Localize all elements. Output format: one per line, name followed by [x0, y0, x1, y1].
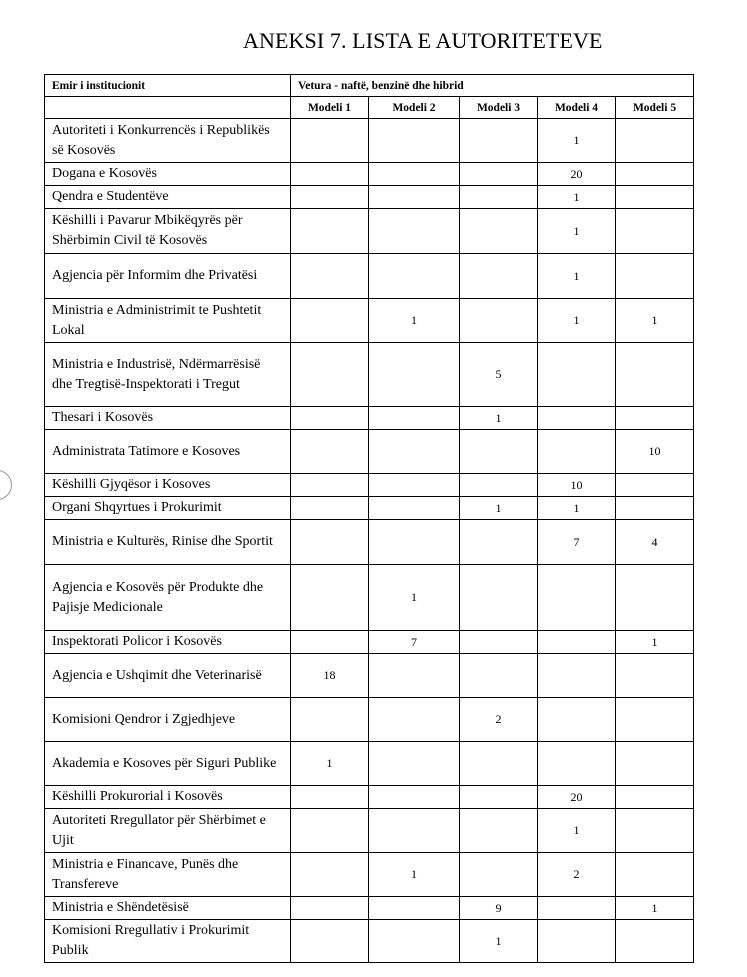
model-5-count: 10 [616, 430, 694, 474]
model-2-count [369, 809, 460, 853]
model-3-count: 5 [460, 343, 538, 407]
institution-name: Ministria e Shëndetësisë [45, 897, 291, 920]
model-1-count [291, 920, 369, 963]
model-4-count [538, 343, 616, 407]
institution-name: Administrata Tatimore e Kosoves [45, 430, 291, 474]
institution-name: Dogana e Kosovës [45, 163, 291, 186]
table-row [45, 786, 694, 809]
model-2-count [369, 897, 460, 920]
model-4-count: 7 [538, 520, 616, 565]
page-title: ANEKSI 7. LISTA E AUTORITETEVE [243, 28, 603, 53]
table-row [45, 698, 694, 742]
model-4-count: 1 [538, 186, 616, 209]
institution-name: Akademia e Kosoves për Siguri Publike [45, 742, 291, 786]
table-row [45, 474, 694, 497]
model-2-count [369, 186, 460, 209]
institution-name: Agjencia e Ushqimit dhe Veterinarisë [45, 654, 291, 698]
table-row [45, 920, 694, 963]
model-header-1: Modeli 1 [291, 97, 369, 119]
model-4-count [538, 654, 616, 698]
model-4-count [538, 430, 616, 474]
model-5-count [616, 698, 694, 742]
model-4-count [538, 565, 616, 631]
table-row [45, 186, 694, 209]
model-4-count: 1 [538, 299, 616, 343]
model-3-count [460, 565, 538, 631]
model-5-count [616, 654, 694, 698]
model-3-count [460, 119, 538, 163]
model-2-count: 1 [369, 853, 460, 897]
model-5-count [616, 853, 694, 897]
institution-name: Ministria e Kulturës, Rinise dhe Sportit [45, 520, 291, 565]
table-row [45, 520, 694, 565]
model-1-count [291, 407, 369, 430]
model-3-count [460, 742, 538, 786]
model-header-2: Modeli 2 [369, 97, 460, 119]
model-2-count [369, 497, 460, 520]
model-4-count: 1 [538, 119, 616, 163]
model-3-count [460, 654, 538, 698]
table-row [45, 897, 694, 920]
institution-name: Organi Shqyrtues i Prokurimit [45, 497, 291, 520]
table-row [45, 497, 694, 520]
model-4-count: 20 [538, 786, 616, 809]
institution-name: Thesari i Kosovës [45, 407, 291, 430]
model-5-count [616, 119, 694, 163]
model-1-count [291, 786, 369, 809]
model-2-count [369, 430, 460, 474]
model-3-count [460, 809, 538, 853]
model-3-count [460, 631, 538, 654]
authorities-table [44, 74, 694, 963]
model-4-count: 1 [538, 209, 616, 254]
model-2-count [369, 520, 460, 565]
model-5-count [616, 209, 694, 254]
model-4-count [538, 920, 616, 963]
institution-name: Agjencia e Kosovës për Produkte dhe Pajisje Medicionale [45, 565, 291, 631]
table-row [45, 299, 694, 343]
table-row [45, 119, 694, 163]
model-4-count: 1 [538, 809, 616, 853]
model-5-count [616, 407, 694, 430]
vehicle-group-header: Vetura - naftë, benzinë dhe hibrid [291, 75, 694, 97]
model-header-4: Modeli 4 [538, 97, 616, 119]
model-4-count [538, 897, 616, 920]
institution-name: Këshilli Gjyqësor i Kosoves [45, 474, 291, 497]
table-row [45, 742, 694, 786]
model-1-count [291, 343, 369, 407]
model-5-count [616, 565, 694, 631]
model-5-count: 1 [616, 631, 694, 654]
model-3-count [460, 520, 538, 565]
institution-name: Ministria e Industrisë, Ndërmarrësisë dhe Tregtisë-Inspektorati i Tregut [45, 343, 291, 407]
model-4-count: 10 [538, 474, 616, 497]
table-row [45, 343, 694, 407]
model-1-count [291, 520, 369, 565]
model-5-count [616, 920, 694, 963]
model-2-count [369, 163, 460, 186]
model-5-count [616, 186, 694, 209]
model-3-count [460, 254, 538, 299]
model-4-count [538, 698, 616, 742]
table-row [45, 809, 694, 853]
model-1-count [291, 853, 369, 897]
model-2-count: 1 [369, 565, 460, 631]
model-2-count [369, 786, 460, 809]
table-row [45, 163, 694, 186]
model-2-count [369, 119, 460, 163]
institution-name: Qendra e Studentëve [45, 186, 291, 209]
model-2-count: 7 [369, 631, 460, 654]
model-4-count: 1 [538, 497, 616, 520]
model-1-count [291, 698, 369, 742]
model-4-count: 20 [538, 163, 616, 186]
model-2-count [369, 407, 460, 430]
model-3-count [460, 163, 538, 186]
model-3-count: 1 [460, 407, 538, 430]
model-2-count [369, 698, 460, 742]
model-2-count [369, 474, 460, 497]
table-row [45, 631, 694, 654]
institution-name: Komisioni Rregullativ i Prokurimit Publik [45, 920, 291, 963]
institution-name: Inspektorati Policor i Kosovës [45, 631, 291, 654]
model-2-count [369, 654, 460, 698]
institution-name: Komisioni Qendror i Zgjedhjeve [45, 698, 291, 742]
table-row [45, 654, 694, 698]
model-1-count [291, 565, 369, 631]
model-5-count: 1 [616, 897, 694, 920]
model-1-count [291, 119, 369, 163]
table-row [45, 853, 694, 897]
model-3-count: 9 [460, 897, 538, 920]
table-row [45, 565, 694, 631]
model-1-count [291, 254, 369, 299]
model-header-5: Modeli 5 [616, 97, 694, 119]
model-1-count: 18 [291, 654, 369, 698]
model-3-count: 2 [460, 698, 538, 742]
institution-name: Autoriteti Rregullator për Shërbimet e Ujit [45, 809, 291, 853]
institution-name: Këshilli Prokurorial i Kosovës [45, 786, 291, 809]
institution-column-header: Emir i institucionit [45, 75, 291, 97]
model-header-3: Modeli 3 [460, 97, 538, 119]
model-5-count: 4 [616, 520, 694, 565]
model-2-count [369, 742, 460, 786]
model-3-count [460, 474, 538, 497]
model-1-count [291, 631, 369, 654]
model-3-count: 1 [460, 497, 538, 520]
model-2-count [369, 920, 460, 963]
model-4-count [538, 631, 616, 654]
institution-name: Këshilli i Pavarur Mbikëqyrës për Shërbimin Civil të Kosovës [45, 209, 291, 254]
table-row [45, 209, 694, 254]
model-5-count [616, 163, 694, 186]
model-1-count [291, 299, 369, 343]
model-1-count [291, 897, 369, 920]
model-2-count: 1 [369, 299, 460, 343]
model-5-count: 1 [616, 299, 694, 343]
model-4-count: 2 [538, 853, 616, 897]
table-row [45, 407, 694, 430]
model-5-count [616, 474, 694, 497]
model-2-count [369, 343, 460, 407]
model-2-count [369, 254, 460, 299]
table-row [45, 430, 694, 474]
model-5-count [616, 742, 694, 786]
model-5-count [616, 786, 694, 809]
model-1-count [291, 430, 369, 474]
model-5-count [616, 343, 694, 407]
model-5-count [616, 254, 694, 299]
model-4-count: 1 [538, 254, 616, 299]
model-3-count [460, 430, 538, 474]
model-3-count [460, 786, 538, 809]
model-3-count [460, 299, 538, 343]
table-row [45, 254, 694, 299]
model-1-count [291, 809, 369, 853]
empty-header-cell [45, 97, 291, 119]
model-3-count [460, 853, 538, 897]
model-1-count [291, 186, 369, 209]
model-1-count [291, 497, 369, 520]
model-4-count [538, 742, 616, 786]
model-1-count [291, 163, 369, 186]
table-body [45, 119, 694, 963]
scroll-handle[interactable] [0, 470, 12, 500]
institution-name: Autoriteti i Konkurrencës i Republikës së Kosovës [45, 119, 291, 163]
model-4-count [538, 407, 616, 430]
model-3-count: 1 [460, 920, 538, 963]
model-3-count [460, 186, 538, 209]
model-3-count [460, 209, 538, 254]
institution-name: Agjencia për Informim dhe Privatësi [45, 254, 291, 299]
model-1-count [291, 209, 369, 254]
model-1-count [291, 474, 369, 497]
model-5-count [616, 497, 694, 520]
model-2-count [369, 209, 460, 254]
model-5-count [616, 809, 694, 853]
model-1-count: 1 [291, 742, 369, 786]
institution-name: Ministria e Administrimit te Pushtetit Lokal [45, 299, 291, 343]
institution-name: Ministria e Financave, Punës dhe Transfereve [45, 853, 291, 897]
